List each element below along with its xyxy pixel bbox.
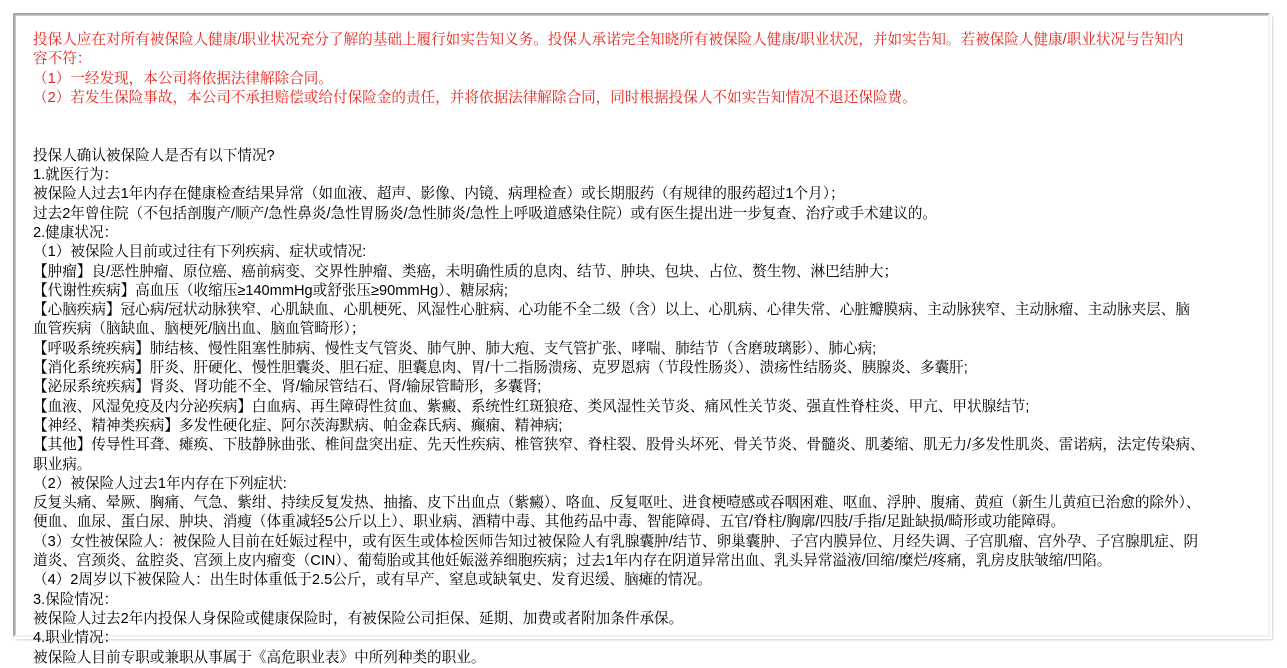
warning-line: 投保人应在对所有被保险人健康/职业状况充分了解的基础上履行如实告知义务。投保人承诺完全知晓所有被保险人健康/职业状况，并如实告知。若被保险人健康/职业状况与告知内	[33, 32, 1184, 48]
section-2-line: 【消化系统疾病】肝炎、肝硬化、慢性胆囊炎、胆石症、胆囊息肉、胃/十二指肠溃疡、克罗恩病（节段性肠炎）、溃疡性结肠炎、胰腺炎、多囊肝;	[33, 360, 968, 377]
warning-line: （1）一经发现，本公司将依据法律解除合同。	[33, 70, 333, 87]
section-2-line: 【呼吸系统疾病】肺结核、慢性阻塞性肺病、慢性支气管炎、肺气肿、肺大疱、支气管扩张、哮喘、肺结节（含磨玻璃影）、肺心病;	[33, 340, 877, 357]
section-2-line: 【代谢性疾病】高血压（收缩压≥140mmHg或舒张压≥90mmHg）、糖尿病;	[33, 282, 508, 299]
section-2-line: 道炎、宫颈炎、盆腔炎、宫颈上皮内瘤变（CIN）、葡萄胎或其他妊娠滋养细胞疾病；过去1年内存在阴道异常出血、乳头异常溢液/回缩/糜烂/疼痛，乳房皮肤皱缩/凹陷。	[33, 553, 1112, 570]
section-4-line: 被保险人目前专职或兼职从事属于《高危职业表》中所列种类的职业。	[33, 649, 486, 666]
section-2-line: 【泌尿系统疾病】肾炎、肾功能不全、肾/输尿管结石、肾/输尿管畸形，多囊肾;	[33, 379, 542, 396]
section-1-line: 被保险人过去1年内存在健康检查结果异常（如血液、超声、影像、内镜、病理检查）或长期服药（有规律的服药超过1个月）；	[33, 186, 845, 203]
section-1-line: 过去2年曾住院（不包括剖腹产/顺产/急性鼻炎/急性胃肠炎/急性肺炎/急性上呼吸道感染住院）或有医生提出进一步复查、治疗或手术建议的。	[33, 205, 938, 222]
section-2-line: （2）被保险人过去1年内存在下列症状:	[33, 475, 287, 492]
section-heading-4: 4.职业情况：	[33, 630, 119, 647]
section-2-line: 血管疾病（脑缺血、脑梗死/脑出血、脑血管畸形）；	[33, 321, 366, 338]
section-2-line: 【心脑疾病】冠心病/冠状动脉狭窄、心肌缺血、心肌梗死、风湿性心脏病、心功能不全二级（含）以上、心肌病、心律失常、心脏瓣膜病、主动脉狭窄、主动脉瘤、主动脉夹层、脑	[33, 302, 1190, 319]
section-2-line: （3）女性被保险人：被保险人目前在妊娠过程中，或有医生或体检医师告知过被保险人有乳腺囊肿/结节、卵巢囊肿、子宫内膜异位、月经失调、子宫肌瘤、宫外孕、子宫腺肌症、阴	[33, 533, 1199, 550]
section-2-line: 【肿瘤】良/恶性肿瘤、原位癌、癌前病变、交界性肿瘤、类癌，未明确性质的息肉、结节、肿块、包块、占位、赘生物、淋巴结肿大；	[33, 263, 899, 280]
spacer	[33, 127, 1257, 146]
section-2-line: 【神经、精神类疾病】多发性硬化症、阿尔茨海默病、帕金森氏病、癫痫、精神病;	[33, 417, 563, 434]
declaration-text-body	[33, 31, 1257, 668]
section-2-line: 【血液、风湿免疫及内分泌疾病】白血病、再生障碍性贫血、紫癜、系统性红斑狼疮、类风湿性关节炎、痛风性关节炎、强直性脊柱炎、甲亢、甲状腺结节;	[33, 398, 1030, 415]
section-2-line: 职业病。	[33, 456, 92, 473]
question-intro: 投保人确认被保险人是否有以下情况?	[33, 147, 275, 164]
section-2-line: 【其他】传导性耳聋、瘫痪、下肢静脉曲张、椎间盘突出症、先天性疾病、椎管狭窄、脊柱裂、股骨头坏死、骨关节炎、骨髓炎、肌萎缩、肌无力/多发性肌炎、雷诺病，法定传染病、	[33, 437, 1205, 454]
section-3-line: 被保险人过去2年内投保人身保险或健康保险时，有被保险公司拒保、延期、加费或者附加条件承保。	[33, 610, 684, 627]
section-2-line: （1）被保险人目前或过往有下列疾病、症状或情况:	[33, 244, 367, 261]
section-heading-2: 2.健康状况：	[33, 224, 119, 241]
section-2-line: （4）2周岁以下被保险人：出生时体重低于2.5公斤，或有早产、窒息或缺氧史、发育迟缓、脑瘫的情况。	[33, 572, 712, 589]
section-heading-3: 3.保险情况：	[33, 591, 119, 608]
section-2-line: 便血、血尿、蛋白尿、肿块、消瘦（体重减轻5公斤以上）、职业病、酒精中毒、其他药品中毒、智能障碍、五官/脊柱/胸廓/四肢/手指/足趾缺损/畸形或功能障碍。	[33, 514, 1066, 531]
health-declaration-panel	[13, 13, 1270, 666]
warning-line: （2）若发生保险事故，本公司不承担赔偿或给付保险金的责任，并将依据法律解除合同，同时根据投保人不如实告知情况不退还保险费。	[33, 89, 917, 106]
section-heading-1: 1.就医行为：	[33, 167, 119, 184]
section-2-line: 反复头痛、晕厥、胸痛、气急、紫绀、持续反复发热、抽搐、皮下出血点（紫癜）、咯血、反复呕吐、进食梗噎感或吞咽困难、呕血、浮肿、腹痛、黄疸（新生儿黄疸已治愈的除外）、	[33, 495, 1201, 512]
warning-line: 容不符：	[33, 51, 92, 68]
spacer	[33, 108, 1257, 127]
